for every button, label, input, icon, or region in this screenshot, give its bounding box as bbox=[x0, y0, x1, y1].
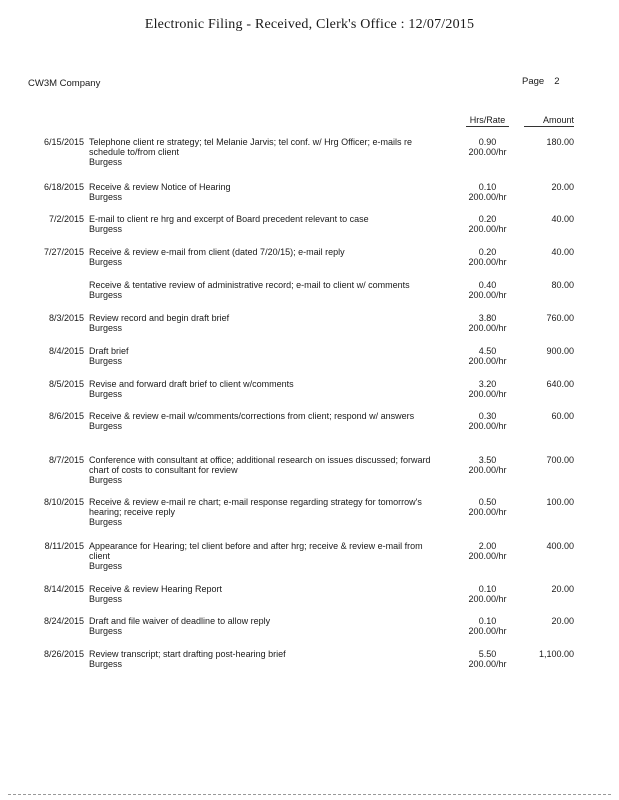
entry-rate: 200.00/hr bbox=[468, 323, 507, 333]
entry-amount: 40.00 bbox=[551, 214, 574, 224]
entry-description-text: Receive & review Notice of Hearing bbox=[89, 182, 231, 192]
entry-hours: 4.50 bbox=[478, 346, 497, 356]
entry-amount: 1,100.00 bbox=[538, 649, 574, 659]
billing-entry bbox=[0, 182, 619, 202]
entry-rate: 200.00/hr bbox=[468, 551, 507, 561]
entry-description-text: Conference with consultant at office; additional research on issues discussed; forward chart of costs to consultant for review bbox=[89, 455, 431, 475]
entry-rate: 200.00/hr bbox=[468, 224, 507, 234]
entry-description-text: Receive & tentative review of administrative record; e-mail to client w/ comments bbox=[89, 280, 410, 290]
entry-timekeeper: Burgess bbox=[89, 561, 123, 571]
company-name: CW3M Company bbox=[28, 78, 101, 89]
entry-hours-rate bbox=[466, 379, 509, 399]
entry-hours-rate bbox=[466, 247, 509, 267]
entry-hours-rate bbox=[466, 182, 509, 202]
entry-hours-rate bbox=[466, 346, 509, 366]
billing-entry bbox=[0, 411, 619, 431]
entry-hours: 0.50 bbox=[478, 497, 497, 507]
entry-description-text: Receive & review e-mail w/comments/corrections from client; respond w/ answers bbox=[89, 411, 415, 421]
entry-description-text: Receive & review e-mail re chart; e-mail response regarding strategy for tomorrow's hearing; receive reply bbox=[89, 497, 422, 517]
entry-description bbox=[89, 247, 444, 267]
entry-amount: 900.00 bbox=[546, 346, 574, 356]
entry-amount: 640.00 bbox=[546, 379, 574, 389]
entry-amount: 20.00 bbox=[551, 584, 574, 594]
entry-description-text: Revise and forward draft brief to client w/comments bbox=[89, 379, 294, 389]
billing-entry bbox=[0, 497, 619, 527]
entry-rate: 200.00/hr bbox=[468, 626, 507, 636]
entry-rate: 200.00/hr bbox=[468, 465, 507, 475]
entry-timekeeper: Burgess bbox=[89, 323, 123, 333]
entry-amount: 60.00 bbox=[551, 411, 574, 421]
entry-date: 7/27/2015 bbox=[43, 247, 84, 257]
entry-amount: 20.00 bbox=[551, 616, 574, 626]
entry-description bbox=[89, 280, 444, 300]
entry-date: 8/6/2015 bbox=[48, 411, 84, 421]
entry-date: 8/4/2015 bbox=[48, 346, 84, 356]
entry-date: 8/24/2015 bbox=[43, 616, 84, 626]
entry-description-text: Appearance for Hearing; tel client before and after hrg; receive & review e-mail from client bbox=[89, 541, 423, 561]
entry-timekeeper: Burgess bbox=[89, 659, 123, 669]
entry-description-text: Telephone client re strategy; tel Melanie Jarvis; tel conf. w/ Hrg Officer; e-mails re schedule to/from client bbox=[89, 137, 412, 157]
billing-entry bbox=[0, 137, 619, 167]
entry-hours-rate bbox=[466, 584, 509, 604]
entry-description-text: Review transcript; start drafting post-hearing brief bbox=[89, 649, 286, 659]
entry-description bbox=[89, 313, 444, 333]
entry-hours-rate bbox=[466, 280, 509, 300]
entry-description-text: Draft brief bbox=[89, 346, 129, 356]
entry-date: 8/14/2015 bbox=[43, 584, 84, 594]
entry-date: 6/15/2015 bbox=[43, 137, 84, 147]
entry-hours: 2.00 bbox=[478, 541, 497, 551]
entry-hours: 0.20 bbox=[478, 214, 497, 224]
billing-entry bbox=[0, 280, 619, 300]
entry-amount: 40.00 bbox=[551, 247, 574, 257]
billing-entry bbox=[0, 346, 619, 366]
entry-hours: 0.10 bbox=[478, 182, 497, 192]
entry-timekeeper: Burgess bbox=[89, 356, 123, 366]
entry-timekeeper: Burgess bbox=[89, 517, 123, 527]
entry-hours-rate bbox=[466, 455, 509, 475]
entry-hours: 0.10 bbox=[478, 584, 497, 594]
billing-entry bbox=[0, 247, 619, 267]
entry-date: 7/2/2015 bbox=[48, 214, 84, 224]
entry-amount: 100.00 bbox=[546, 497, 574, 507]
entry-hours: 0.40 bbox=[478, 280, 497, 290]
entry-description bbox=[89, 455, 444, 485]
entry-timekeeper: Burgess bbox=[89, 224, 123, 234]
entry-rate: 200.00/hr bbox=[468, 389, 507, 399]
entry-hours-rate bbox=[466, 541, 509, 561]
entry-rate: 200.00/hr bbox=[468, 147, 507, 157]
entry-rate: 200.00/hr bbox=[468, 594, 507, 604]
entry-hours: 0.30 bbox=[478, 411, 497, 421]
billing-entry bbox=[0, 649, 619, 669]
page-number: 2 bbox=[554, 76, 560, 87]
entry-description-text: Receive & review e-mail from client (dated 7/20/15); e-mail reply bbox=[89, 247, 345, 257]
entry-hours-rate bbox=[466, 411, 509, 431]
entry-description bbox=[89, 214, 444, 234]
entry-description bbox=[89, 497, 444, 527]
entry-description bbox=[89, 584, 444, 604]
entry-hours-rate bbox=[466, 214, 509, 234]
entry-date: 8/5/2015 bbox=[48, 379, 84, 389]
entry-description bbox=[89, 346, 444, 366]
entry-description-text: E-mail to client re hrg and excerpt of Board precedent relevant to case bbox=[89, 214, 369, 224]
billing-entry bbox=[0, 313, 619, 333]
entry-description bbox=[89, 541, 444, 571]
billing-entry bbox=[0, 455, 619, 485]
entry-description bbox=[89, 411, 444, 431]
entry-timekeeper: Burgess bbox=[89, 257, 123, 267]
entry-rate: 200.00/hr bbox=[468, 290, 507, 300]
filing-stamp: Electronic Filing - Received, Clerk's Office : 12/07/2015 bbox=[144, 17, 475, 32]
page-bottom-divider bbox=[8, 794, 611, 795]
entry-amount: 400.00 bbox=[546, 541, 574, 551]
entry-timekeeper: Burgess bbox=[89, 192, 123, 202]
entry-date: 8/10/2015 bbox=[43, 497, 84, 507]
entry-timekeeper: Burgess bbox=[89, 389, 123, 399]
entry-rate: 200.00/hr bbox=[468, 421, 507, 431]
entry-description-text: Review record and begin draft brief bbox=[89, 313, 230, 323]
entry-date: 8/3/2015 bbox=[48, 313, 84, 323]
entry-hours-rate bbox=[466, 616, 509, 636]
entry-rate: 200.00/hr bbox=[468, 257, 507, 267]
entry-description bbox=[89, 379, 444, 399]
entry-hours: 0.90 bbox=[478, 137, 497, 147]
page-label: Page bbox=[522, 76, 545, 87]
entry-description bbox=[89, 182, 444, 202]
entry-amount: 20.00 bbox=[551, 182, 574, 192]
entry-hours: 3.80 bbox=[478, 313, 497, 323]
entry-amount: 180.00 bbox=[546, 137, 574, 147]
entry-timekeeper: Burgess bbox=[89, 421, 123, 431]
entry-description bbox=[89, 137, 444, 167]
entry-timekeeper: Burgess bbox=[89, 157, 123, 167]
entry-date: 8/7/2015 bbox=[48, 455, 84, 465]
page-indicator bbox=[522, 76, 559, 87]
entry-date: 8/26/2015 bbox=[43, 649, 84, 659]
entry-hours-rate bbox=[466, 313, 509, 333]
entry-timekeeper: Burgess bbox=[89, 290, 123, 300]
entry-date: 6/18/2015 bbox=[43, 182, 84, 192]
entry-timekeeper: Burgess bbox=[89, 475, 123, 485]
entry-description bbox=[89, 616, 444, 636]
billing-entry bbox=[0, 616, 619, 636]
entry-amount: 700.00 bbox=[546, 455, 574, 465]
entry-hours: 3.20 bbox=[478, 379, 497, 389]
entry-timekeeper: Burgess bbox=[89, 626, 123, 636]
entry-hours-rate bbox=[466, 137, 509, 157]
column-header-hrs-rate: Hrs/Rate bbox=[466, 115, 509, 127]
entry-rate: 200.00/hr bbox=[468, 507, 507, 517]
entry-date: 8/11/2015 bbox=[44, 541, 84, 551]
column-header-amount: Amount bbox=[524, 115, 574, 127]
entry-hours: 3.50 bbox=[478, 455, 497, 465]
entry-hours-rate bbox=[466, 649, 509, 669]
entry-amount: 760.00 bbox=[546, 313, 574, 323]
entry-rate: 200.00/hr bbox=[468, 356, 507, 366]
entry-rate: 200.00/hr bbox=[468, 192, 507, 202]
entry-timekeeper: Burgess bbox=[89, 594, 123, 604]
billing-entry bbox=[0, 214, 619, 234]
entry-hours: 0.20 bbox=[478, 247, 497, 257]
entry-description-text: Receive & review Hearing Report bbox=[89, 584, 223, 594]
entry-hours: 0.10 bbox=[478, 616, 497, 626]
entry-amount: 80.00 bbox=[551, 280, 574, 290]
billing-entry bbox=[0, 584, 619, 604]
entry-description-text: Draft and file waiver of deadline to allow reply bbox=[89, 616, 271, 626]
entry-hours: 5.50 bbox=[478, 649, 497, 659]
entry-rate: 200.00/hr bbox=[468, 659, 507, 669]
entry-description bbox=[89, 649, 444, 669]
entry-hours-rate bbox=[466, 497, 509, 517]
billing-entry bbox=[0, 541, 619, 571]
billing-entry bbox=[0, 379, 619, 399]
